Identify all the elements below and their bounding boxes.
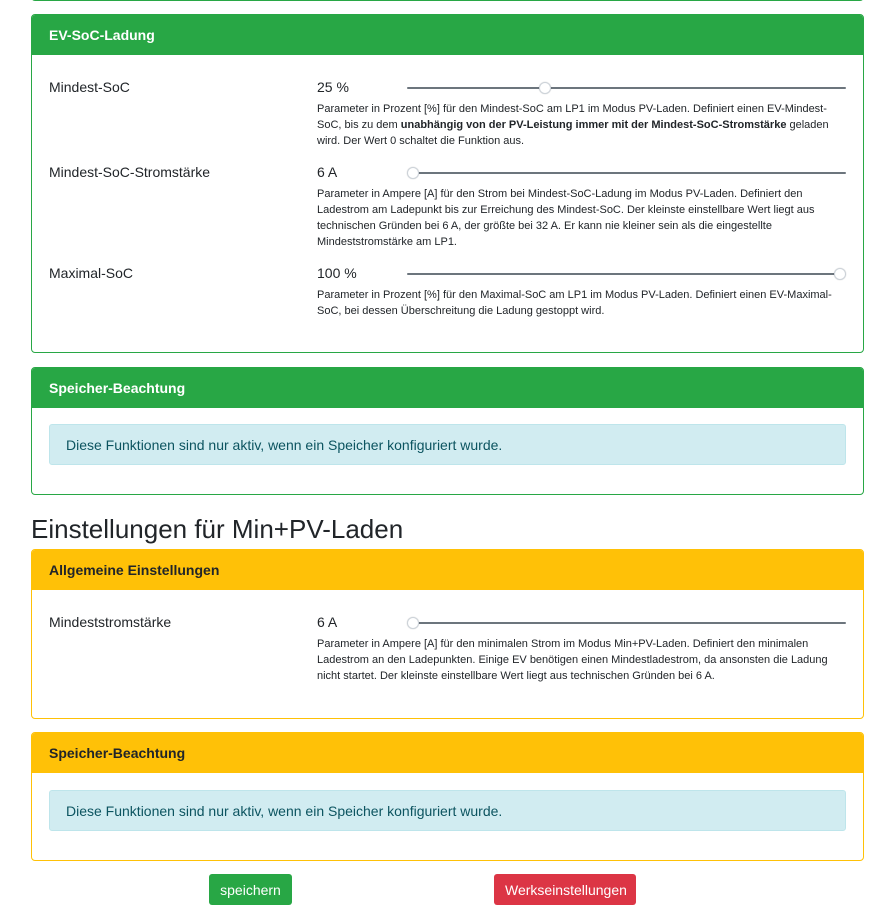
help-text — [317, 101, 846, 149]
setting-label: Mindeststromstärke — [49, 614, 172, 630]
setting-row-min-soc — [49, 79, 846, 159]
slider-thumb[interactable] — [834, 268, 846, 280]
setting-row-min-current — [49, 614, 846, 704]
setting-label: Mindest-SoC — [49, 79, 130, 95]
help-text: Parameter in Ampere [A] für den minimalen Strom im Modus Min+PV-Laden. Definiert den minimalen Ladestrom an den Ladepunkten. Einige EV benötigen einen Mindestladestrom, da ansonsten die Ladung nicht startet. Der kleinste einstellbare Wert liegt aus technischen Gründen bei 6 A. — [317, 638, 828, 682]
help-text: Parameter in Ampere [A] für den Strom bei Mindest-SoC-Ladung im Modus PV-Laden. Definiert den Ladestrom am Ladepunkt bis zur Erreichung des Mindest-SoC. Der kleinste einstellbare Wert liegt aus technischen Gründen bei 6 A, der größte bei 32 A. Er kann nie kleiner sein als die eingestellte Mindeststromstärke am LP1. — [317, 188, 815, 248]
min-soc-current-slider[interactable] — [407, 172, 846, 174]
save-button[interactable]: speichern — [209, 874, 292, 905]
setting-label: Maximal-SoC — [49, 265, 134, 281]
setting-row-max-soc — [49, 265, 846, 325]
info-alert: Diese Funktionen sind nur aktiv, wenn ein Speicher konfiguriert wurde. — [49, 424, 846, 465]
help-text-part: Parameter in Prozent [%] für den Mindest-SoC am LP1 im Modus PV-Laden. Definiert einen EV-Mindest-SoC, bis zu dem — [317, 103, 827, 131]
storage-card-minpv — [31, 732, 864, 861]
card-header: Allgemeine Einstellungen — [32, 550, 863, 590]
setting-value: 6 A — [317, 164, 338, 180]
card-header: EV-SoC-Ladung — [32, 15, 863, 55]
setting-value: 100 % — [317, 265, 357, 281]
help-text-emphasis: unabhängig von der PV-Leistung immer mit der Mindest-SoC-Stromstärke — [400, 119, 787, 131]
section-title: Einstellungen für Min+PV-Laden — [31, 514, 404, 544]
setting-row-min-soc-current — [49, 164, 846, 254]
info-alert: Diese Funktionen sind nur aktiv, wenn ein Speicher konfiguriert wurde. — [49, 790, 846, 831]
slider-thumb[interactable] — [407, 167, 419, 179]
setting-value: 25 % — [317, 79, 349, 95]
max-soc-slider[interactable] — [407, 273, 846, 275]
setting-value: 6 A — [317, 614, 338, 630]
card-header: Speicher-Beachtung — [32, 368, 863, 408]
setting-label: Mindest-SoC-Stromstärke — [49, 164, 211, 180]
slider-thumb[interactable] — [539, 82, 551, 94]
ev-soc-card — [31, 14, 864, 353]
help-text-part: geladen wird. Der Wert 0 schaltet die Funktion aus. — [317, 119, 829, 147]
min-soc-slider[interactable] — [407, 87, 846, 89]
minpv-general-card — [31, 549, 864, 719]
help-text: Parameter in Prozent [%] für den Maximal-SoC am LP1 im Modus PV-Laden. Definiert einen EV-Maximal-SoC, bei dessen Überschreitung die Ladung gestoppt wird. — [317, 289, 832, 317]
factory-reset-button[interactable]: Werkseinstellungen — [494, 874, 636, 905]
storage-card-pv — [31, 367, 864, 495]
card-header: Speicher-Beachtung — [32, 733, 863, 773]
min-current-slider[interactable] — [407, 622, 846, 624]
slider-thumb[interactable] — [407, 617, 419, 629]
previous-card-edge — [31, 0, 864, 1]
